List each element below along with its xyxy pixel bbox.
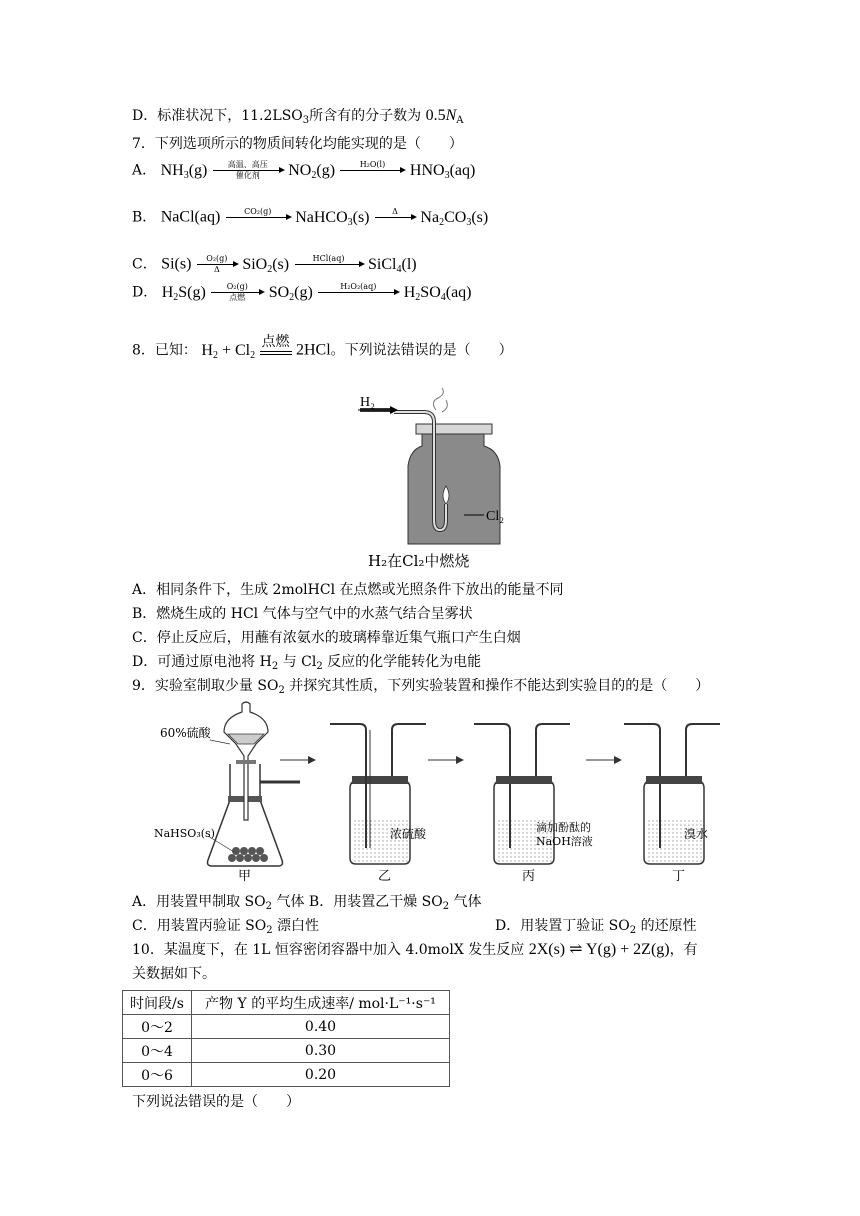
- q9d-a: D．用装置丁验证 SO: [495, 918, 630, 934]
- table-row: [123, 1039, 450, 1063]
- table-header-time: 时间段/s: [123, 991, 192, 1015]
- table-header-rate: 产物 Y 的平均生成速率/ mol·L⁻¹·s⁻¹: [192, 991, 450, 1015]
- q9-stem-b: 并探究其性质，下列实验装置和操作不能达到实验目的的是（ ）: [284, 678, 710, 694]
- q7d-arrow1-top: O₂(g): [226, 282, 248, 291]
- q7b-s3-phase: (s): [471, 208, 489, 226]
- q8d-b: 与 Cl: [278, 654, 317, 670]
- q8-condition-text: 点燃: [261, 334, 290, 350]
- q9-option-c: C．用装置丙验证 $SO_2$ 漂白性: [132, 918, 320, 936]
- q6d-value: 0.5: [425, 107, 446, 124]
- q7b-s2-phase: (s): [352, 208, 370, 226]
- q7d-letter: D．: [132, 284, 158, 301]
- q7a-s2: NO: [288, 161, 312, 179]
- q8-stem: 8．已知： $H_2 + Cl_2$ 点燃 2HCl。下列说法错误的是（ ）: [132, 334, 513, 361]
- label-bromine-water: 溴水: [684, 827, 709, 841]
- gas-jar: [408, 434, 500, 544]
- q6d-na: N: [445, 107, 457, 124]
- jar-lid: [416, 424, 492, 434]
- q9c-a: C．用装置丙验证 SO: [132, 918, 267, 934]
- q7-option-a: [132, 160, 475, 186]
- q7b-arrow2-top: Δ: [392, 207, 398, 216]
- q7d-s1-phase: S(g): [178, 283, 206, 301]
- table-cell-rate: 0.40: [192, 1015, 450, 1039]
- q9-option-d: D．用装置丁验证 $SO_2$ 的还原性: [495, 918, 697, 936]
- so2-apparatus-figure: [150, 700, 730, 890]
- q7d-s1-sub: 2: [173, 291, 179, 303]
- q7c-s3-phase: (l): [401, 255, 417, 273]
- q9a-c: 气体: [449, 894, 482, 910]
- q7d-s3-sub2: 4: [440, 291, 446, 303]
- q6d-text: D．标准状况下，11.2LSO: [132, 108, 303, 124]
- table-cell-time: 0～6: [123, 1063, 192, 1087]
- q9d-b: 的还原性: [636, 918, 697, 934]
- q8-eq-product: 2HCl: [295, 341, 331, 359]
- q7c-s1: Si(s): [161, 255, 192, 273]
- fig-h2-label: H₂: [360, 395, 375, 410]
- q6d-tail: 所含有的分子数为: [309, 108, 422, 124]
- q7c-s2-phase: (s): [272, 255, 290, 273]
- q7c-letter: C．: [132, 256, 157, 273]
- arrow-icon-2: [456, 756, 464, 764]
- q7b-s3-sub: 2: [439, 216, 445, 228]
- q7a-s1: NH: [160, 161, 184, 179]
- q6d-sub: 3: [302, 115, 310, 126]
- q7b-s2-sub: 3: [347, 216, 353, 228]
- q8-eq-h: H: [201, 341, 213, 359]
- table-cell-time: 0～4: [123, 1039, 192, 1063]
- q8-stem-b: 。下列说法错误的是（ ）: [330, 342, 513, 359]
- label-60-sulfuric-acid: 60%硫酸: [160, 726, 211, 740]
- label-conc-sulfuric: 浓硫酸: [390, 827, 427, 841]
- q7a-arrow2: [340, 160, 404, 181]
- q8-eq-cl: + Cl: [217, 341, 251, 359]
- q8-condition: [260, 334, 292, 355]
- q10-stem-b: ，有: [669, 942, 698, 958]
- q8d-c: 反应的化学能转化为电能: [322, 654, 482, 670]
- table-header: [123, 991, 450, 1015]
- q7d-arrow1: [211, 282, 263, 303]
- q7a-s3-phase: (aq): [449, 161, 476, 179]
- q7c-arrow1-bot: Δ: [213, 265, 220, 274]
- q7d-s2-phase: (g): [294, 283, 313, 301]
- q7d-s2-sub: 2: [289, 291, 295, 303]
- label-phenolphthalein: 滴加酚酞的: [536, 821, 591, 834]
- q7c-arrow2-top: HCl(aq): [312, 254, 345, 263]
- fig-caption: H₂在Cl₂中燃烧: [368, 552, 470, 570]
- q7b-s2: NaHCO: [295, 208, 348, 226]
- caption-ding: 丁: [672, 869, 686, 884]
- q10-stem-a: 10．某温度下，在 1L 恒容密闭容器中加入 4.0molX 发生反应: [132, 942, 525, 958]
- q9-option-ab: A．用装置甲制取 $SO_2$ 气体 B．用装置乙干燥 $SO_2$ 气体: [132, 894, 482, 912]
- q7-option-d: [132, 282, 472, 308]
- q9c-b: 漂白性: [272, 918, 320, 934]
- q7a-letter: A．: [132, 162, 157, 179]
- table-row: [123, 1063, 450, 1087]
- q7b-s1: NaCl(aq): [160, 208, 221, 226]
- q7b-arrow2: [375, 207, 415, 228]
- q7a-s1-phase: (g): [188, 161, 208, 179]
- label-nahso3: NaHSO₃(s): [154, 827, 215, 840]
- q7b-s3b: CO: [444, 208, 467, 226]
- q8d-a: D．可通过原电池将 H: [132, 654, 272, 670]
- q7a-arrow1: [213, 160, 283, 181]
- arrow-icon-3: [614, 756, 622, 764]
- q7a-s2-phase: (g): [316, 161, 336, 179]
- q7b-arrow1-top: CO₂(g): [244, 207, 272, 216]
- q7b-letter: B．: [132, 209, 157, 226]
- table-cell-rate: 0.30: [192, 1039, 450, 1063]
- q7c-s2: SiO: [242, 255, 268, 273]
- bottle-yi: [330, 724, 426, 864]
- q7d-s1: H: [161, 283, 174, 301]
- q7c-arrow1: [197, 254, 237, 275]
- h2-combustion-figure: [350, 386, 530, 574]
- flow-arrows: [280, 756, 622, 764]
- table-cell-rate: 0.20: [192, 1063, 450, 1087]
- q7d-s3b: SO: [420, 283, 441, 301]
- q10-follow: 下列说法错误的是（ ）: [132, 1094, 300, 1110]
- table-row: [123, 1015, 450, 1039]
- q7b-s3: Na: [420, 208, 440, 226]
- fig-cl2-label: Cl₂: [486, 509, 505, 524]
- q7c-arrow2: [295, 254, 363, 275]
- bottle-ding: [624, 724, 720, 864]
- q9a-b: 气体 B．用装置乙干燥 SO: [272, 894, 443, 910]
- q7b-s3-sub2: 3: [466, 216, 472, 228]
- q7d-arrow2: [318, 282, 398, 303]
- q9-stem: 9．实验室制取少量 $SO_2$ 并探究其性质，下列实验装置和操作不能达到实验目的的是（ ）: [132, 678, 710, 696]
- q10-equation: 2X(s) ⇌ Y(g) + 2Z(g): [528, 941, 670, 958]
- label-naoh-solution: NaOH溶液: [536, 835, 593, 848]
- q7d-s3-phase: (aq): [445, 283, 472, 301]
- q6d-na-sub: A: [456, 115, 464, 126]
- q7a-arrow1-top: 高温、高压: [227, 160, 268, 169]
- q7a-s1-sub: 3: [183, 169, 189, 181]
- q7-option-c: [132, 254, 417, 280]
- rate-table: [122, 990, 450, 1087]
- q7a-s3: HNO: [409, 161, 445, 179]
- q7c-s3: SiCl: [368, 255, 397, 273]
- q7a-arrow1-bot: 催化剂: [235, 171, 260, 180]
- q7a-s2-sub: 2: [311, 169, 317, 181]
- q8-option-b: B．燃烧生成的 HCl 气体与空气中的水蒸气结合呈雾状: [132, 606, 473, 622]
- q7d-arrow1-bot: 点燃: [229, 293, 246, 302]
- q10-stem: [132, 940, 698, 960]
- q7b-arrow1: [226, 207, 290, 228]
- q7c-s3-sub: 4: [396, 263, 402, 275]
- q6-option-d: [132, 106, 464, 131]
- table-cell-time: 0～2: [123, 1015, 192, 1039]
- q7-stem: 7．下列选项所示的物质间转化均能实现的是（ ）: [132, 136, 463, 152]
- q7d-arrow2-top: H₂O₂(aq): [340, 282, 377, 291]
- q9a-a: A．用装置甲制取 SO: [132, 894, 266, 910]
- q7-option-b: [132, 207, 488, 233]
- apparatus-jia: [208, 702, 301, 866]
- q9-stem-a: 9．实验室制取少量 SO: [132, 678, 279, 694]
- q8-option-c: C．停止反应后，用蘸有浓氨水的玻璃棒靠近集气瓶口产生白烟: [132, 630, 521, 646]
- q7d-s3: H: [403, 283, 416, 301]
- q10-stem-cont: 关数据如下。: [132, 966, 216, 982]
- q7a-s3-sub: 3: [444, 169, 450, 181]
- smoke-icon: [433, 388, 447, 412]
- caption-yi: 乙: [378, 869, 392, 884]
- q7c-arrow1-top: O₂(g): [206, 254, 228, 263]
- q8-option-d: D．可通过原电池将 $H_2$ 与 $Cl_2$ 反应的化学能转化为电能: [132, 654, 482, 672]
- arrow-icon-1: [308, 756, 316, 764]
- q7d-s3-sub: 2: [415, 291, 421, 303]
- q7d-s2: SO: [268, 283, 290, 301]
- caption-bing: 丙: [522, 869, 536, 884]
- q7a-arrow2-top: H₂O(l): [359, 160, 386, 169]
- q8-option-a: A．相同条件下，生成 2molHCl 在点燃或光照条件下放出的能量不同: [132, 582, 564, 598]
- q8-stem-a: 8．已知：: [132, 342, 197, 359]
- q7c-s2-sub: 2: [267, 263, 273, 275]
- caption-jia: 甲: [238, 869, 252, 884]
